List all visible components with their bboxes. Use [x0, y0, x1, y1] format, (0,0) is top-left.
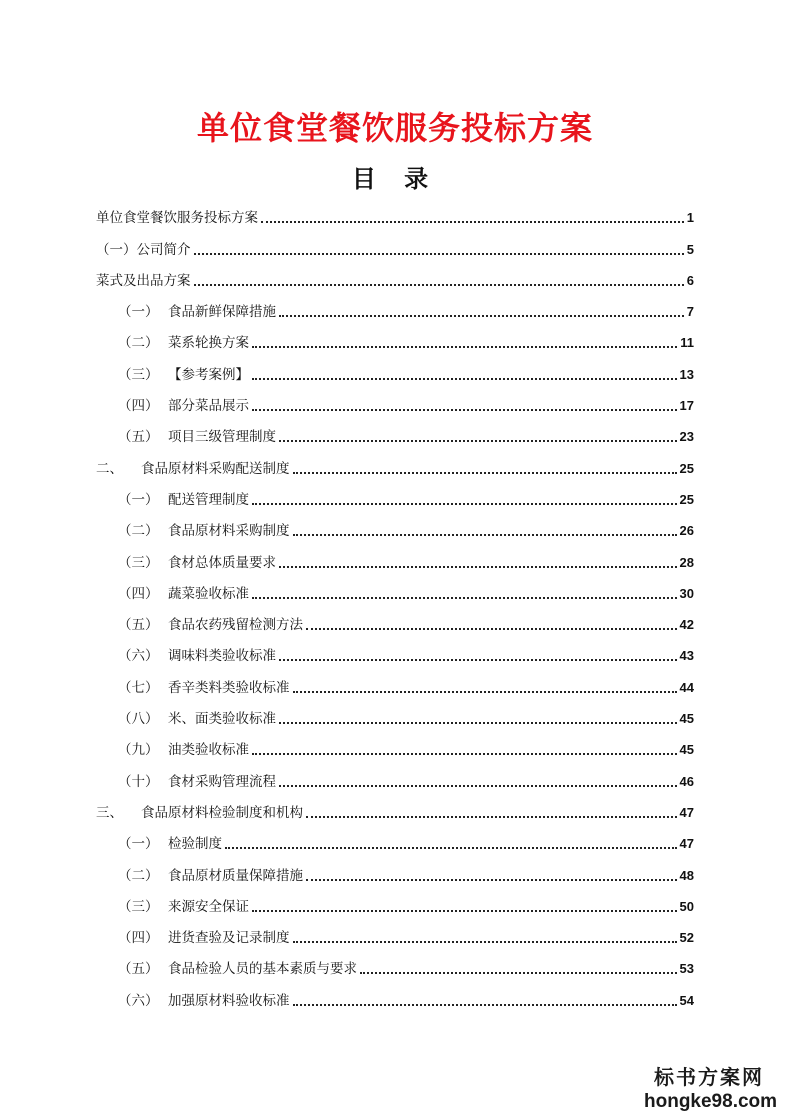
toc-entry-title: 食品原材料采购配送制度 [141, 460, 290, 477]
toc-entry-number: （二） [118, 335, 159, 352]
toc-entry-page-number: 54 [679, 992, 694, 1008]
toc-dot-leader [306, 816, 677, 818]
toc-entry-title: 调味料类验收标准 [168, 648, 276, 665]
toc-entry-page-number: 30 [679, 585, 694, 601]
toc-entry-title: 食品原材料采购制度 [168, 523, 290, 540]
toc-entry-number: （七） [118, 679, 159, 696]
watermark-site-name: 标书方案网 [654, 1065, 764, 1089]
toc-dot-leader [279, 659, 677, 661]
toc-entry-number: （四） [118, 930, 159, 947]
toc-entry-title: 油类验收标准 [168, 742, 249, 759]
toc-entry-page-number: 1 [686, 210, 694, 226]
toc-dot-leader [279, 315, 684, 317]
toc-entry-page-number: 46 [679, 773, 694, 789]
toc-entry[interactable] [96, 265, 694, 296]
toc-entry-title: 食品检验人员的基本素质与要求 [168, 961, 357, 978]
toc-entry-title: 检验制度 [168, 836, 222, 853]
toc-dot-leader [225, 847, 677, 849]
toc-entry-page-number: 50 [679, 898, 694, 914]
toc-entry-page-number: 11 [680, 335, 694, 351]
toc-dot-leader [279, 440, 677, 442]
toc-entry-title: 菜式及出品方案 [96, 272, 191, 289]
toc-entry[interactable] [96, 546, 694, 577]
toc-dot-leader [279, 785, 677, 787]
toc-entry-title: 配送管理制度 [168, 491, 249, 508]
toc-entry[interactable] [96, 984, 694, 1015]
toc-dot-leader [279, 566, 677, 568]
toc-entry-title: 食品原材料检验制度和机构 [141, 804, 303, 821]
toc-entry-title: 单位食堂餐饮服务投标方案 [96, 210, 258, 227]
toc-entry-page-number: 6 [686, 272, 694, 288]
toc-entry[interactable] [96, 734, 694, 765]
toc-entry[interactable] [96, 891, 694, 922]
toc-entry-page-number: 17 [679, 398, 694, 414]
toc-entry-page-number: 53 [679, 961, 694, 977]
toc-entry[interactable] [96, 703, 694, 734]
toc-entry[interactable] [96, 515, 694, 546]
toc-entry-page-number: 43 [679, 648, 694, 664]
toc-entry[interactable] [96, 327, 694, 358]
toc-dot-leader [252, 346, 677, 348]
toc-entry-title: 【参考案例】 [168, 366, 249, 383]
toc-entry-title: 食材总体质量要求 [168, 554, 276, 571]
toc-entry-title: 项目三级管理制度 [168, 429, 276, 446]
toc-entry[interactable] [96, 358, 694, 389]
toc-entry-number: （五） [118, 961, 159, 978]
toc-entry-page-number: 13 [679, 366, 694, 382]
toc-entry[interactable] [96, 484, 694, 515]
toc-entry[interactable] [96, 671, 694, 702]
toc-entry[interactable] [96, 452, 694, 483]
toc-entry-number: （一） [118, 304, 159, 321]
toc-entry-number: （五） [118, 617, 159, 634]
toc-entry-title: 食品新鲜保障措施 [168, 304, 276, 321]
toc-entry-page-number: 42 [679, 617, 694, 633]
toc-dot-leader [261, 221, 684, 223]
toc-dot-leader [252, 753, 677, 755]
toc-entry[interactable] [96, 828, 694, 859]
toc-dot-leader [252, 910, 677, 912]
toc-dot-leader [194, 253, 684, 255]
toc-entry[interactable] [96, 609, 694, 640]
toc-dot-leader [252, 597, 677, 599]
toc-entry-title: （一）公司简介 [96, 241, 191, 258]
toc-entry-page-number: 47 [679, 836, 694, 852]
toc-entry-title: 来源安全保证 [168, 898, 249, 915]
table-of-contents [96, 202, 694, 1016]
toc-entry-number: （十） [118, 773, 159, 790]
toc-entry-title: 部分菜品展示 [168, 398, 249, 415]
toc-entry-page-number: 26 [679, 523, 694, 539]
toc-entry-number: （三） [118, 898, 159, 915]
toc-entry-number: （三） [118, 554, 159, 571]
toc-entry-page-number: 7 [686, 304, 694, 320]
toc-entry-number: 三、 [96, 804, 123, 821]
toc-entry-number: （九） [118, 742, 159, 759]
toc-entry-number: （三） [118, 366, 159, 383]
toc-dot-leader [293, 941, 677, 943]
toc-entry-number: （六） [118, 992, 159, 1009]
toc-entry-number: （六） [118, 648, 159, 665]
toc-entry-page-number: 47 [679, 804, 694, 820]
toc-entry[interactable] [96, 922, 694, 953]
toc-entry-page-number: 23 [679, 429, 694, 445]
toc-dot-leader [252, 409, 677, 411]
toc-entry-page-number: 45 [679, 711, 694, 727]
toc-dot-leader [252, 378, 677, 380]
toc-entry-title: 食品农药残留检测方法 [168, 617, 303, 634]
document-title: 单位食堂餐饮服务投标方案 [196, 109, 593, 147]
toc-dot-leader [293, 1004, 677, 1006]
toc-entry-page-number: 25 [679, 491, 694, 507]
toc-entry-number: （二） [118, 867, 159, 884]
toc-entry-title: 蔬菜验收标准 [168, 585, 249, 602]
toc-entry-number: （一） [118, 836, 159, 853]
toc-dot-leader [306, 628, 677, 630]
toc-entry-page-number: 52 [679, 930, 694, 946]
toc-dot-leader [293, 691, 677, 693]
toc-entry-title: 食品原材质量保障措施 [168, 867, 303, 884]
toc-entry[interactable] [96, 421, 694, 452]
watermark-logo [644, 1064, 778, 1114]
toc-heading: 目 录 [351, 165, 439, 193]
toc-entry-page-number: 25 [679, 460, 694, 476]
toc-entry[interactable] [96, 296, 694, 327]
toc-entry[interactable] [96, 578, 694, 609]
toc-dot-leader [293, 534, 677, 536]
toc-dot-leader [252, 503, 677, 505]
toc-entry[interactable] [96, 953, 694, 984]
toc-dot-leader [306, 879, 677, 881]
toc-entry-title: 进货查验及记录制度 [168, 930, 290, 947]
toc-entry-number: （五） [118, 429, 159, 446]
toc-entry[interactable] [96, 640, 694, 671]
toc-entry-title: 加强原材料验收标准 [168, 992, 290, 1009]
toc-dot-leader [360, 972, 677, 974]
toc-entry[interactable] [96, 202, 694, 233]
toc-dot-leader [194, 284, 684, 286]
toc-entry[interactable] [96, 859, 694, 890]
toc-entry-title: 米、面类验收标准 [168, 711, 276, 728]
toc-entry-number: （一） [118, 491, 159, 508]
toc-dot-leader [293, 472, 677, 474]
toc-entry-page-number: 48 [679, 867, 694, 883]
toc-entry-page-number: 45 [679, 742, 694, 758]
toc-entry-page-number: 44 [679, 679, 694, 695]
toc-entry-page-number: 5 [686, 241, 694, 257]
toc-dot-leader [279, 722, 677, 724]
toc-entry-title: 食材采购管理流程 [168, 773, 276, 790]
toc-entry-number: 二、 [96, 460, 123, 477]
toc-entry-title: 菜系轮换方案 [168, 335, 249, 352]
toc-entry-title: 香辛类料类验收标准 [168, 679, 290, 696]
toc-entry-number: （二） [118, 523, 159, 540]
toc-entry-page-number: 28 [679, 554, 694, 570]
toc-entry-number: （八） [118, 711, 159, 728]
toc-entry[interactable] [96, 233, 694, 264]
toc-entry[interactable] [96, 797, 694, 828]
toc-entry[interactable] [96, 390, 694, 421]
toc-entry[interactable] [96, 765, 694, 796]
watermark-domain: hongke98.com [644, 1091, 778, 1112]
toc-entry-number: （四） [118, 585, 159, 602]
toc-entry-number: （四） [118, 398, 159, 415]
